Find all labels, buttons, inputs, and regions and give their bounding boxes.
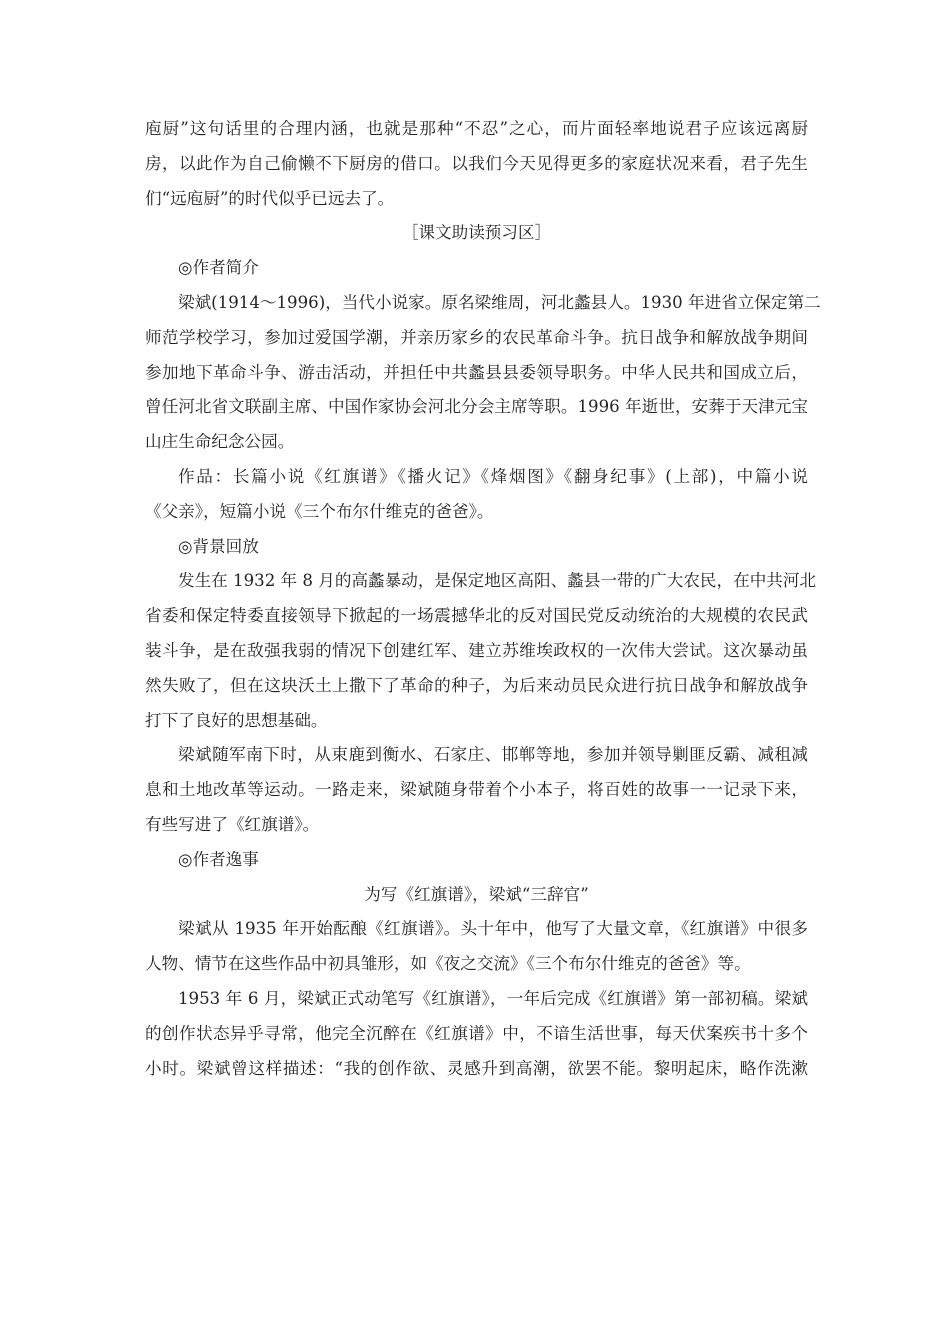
text-line: 房，以此作为自己偷懒不下厨房的借口。以我们今天见得更多的家庭状况来看，君子先生 [145,153,808,173]
author-intro-paragraph [145,286,821,460]
background-paragraph-2 [145,738,808,842]
document-page [145,112,821,1086]
text-line: 梁斌(1914～1996)，当代小说家。原名梁维周，河北蠡县人。1930 年进省立保定第二 [178,292,821,312]
text-line: 梁斌随军南下时，从束鹿到衡水、石家庄、邯郸等地，参加并领导剿匪反霸、减租减 [178,745,808,765]
text-line: 有些写进了《红旗谱》。 [145,814,320,834]
text-line: 省委和保定特委直接领导下掀起的一场震撼华北的反对国民党反动统治的大规模的农民武 [145,606,808,626]
text-line: 《父亲》，短篇小说《三个布尔什维克的爸爸》。 [145,501,494,521]
text-line: 息和土地改革等运动。一路走来，梁斌随身带着个小本子，将百姓的故事一一记录下来， [145,780,808,800]
anecdote-heading: ◎作者逸事 [178,849,259,869]
background-heading: ◎背景回放 [178,536,259,556]
text-line: 庖厨”这句话里的合理内涵，也就是那种“不忍”之心，而片面轻率地说君子应该远离厨 [145,119,808,138]
text-line: 作品：长篇小说《红旗谱》《播火记》《烽烟图》《翻身纪事》(上部)，中篇小说 [178,466,808,486]
background-paragraph-1 [145,564,817,738]
text-line: 装斗争，是在敌强我弱的情况下创建红军、建立苏维埃政权的一次伟大尝试。这次暴动虽 [145,640,808,660]
anecdote-paragraph-1 [145,912,808,982]
text-line: 打下了良好的思想基础。 [145,710,328,730]
anecdote-title: 为写《红旗谱》，梁斌“三辞官” [364,884,589,904]
intro-paragraph [145,112,808,216]
text-line: 曾任河北省文联副主席、中国作家协会河北分会主席等职。1996 年逝世，安葬于天津元宝 [145,397,808,417]
text-line: 然失败了，但在这块沃土上撒下了革命的种子，为后来动员民众进行抗日战争和解放战争 [145,675,808,695]
text-line: 1953 年 6 月，梁斌正式动笔写《红旗谱》，一年后完成《红旗谱》第一部初稿。梁斌 [178,988,808,1008]
text-line: 山庄生命纪念公园。 [145,432,295,452]
text-line: 梁斌从 1935 年开始酝酿《红旗谱》。头十年中，他写了大量文章，《红旗谱》中很多 [178,919,808,939]
text-line: 的创作状态异乎寻常，他完全沉醉在《红旗谱》中，不谙生活世事，每天伏案疾书十多个 [145,1023,808,1043]
anecdote-paragraph-2 [145,982,808,1086]
text-line: 参加地下革命斗争、游击活动，并担任中共蠡县县委领导职务。中华人民共和国成立后， [145,362,808,382]
author-heading: ◎作者简介 [178,258,259,278]
text-line: 发生在 1932 年 8 月的高蠡暴动，是保定地区高阳、蠡县一带的广大农民，在中共河北 [178,571,817,591]
text-line: 人物、情节在这些作品中初具雏形，如《夜之交流》《三个布尔什维克的爸爸》等。 [145,954,751,974]
text-line: 们“远庖厨”的时代似乎已远去了。 [145,188,395,208]
text-line: 小时。梁斌曾这样描述：“我的创作欲、灵感升到高潮，欲罢不能。黎明起床，略作洗漱 [145,1058,808,1078]
text-line: 师范学校学习，参加过爱国学潮，并亲历家乡的农民革命斗争。抗日战争和解放战争期间 [145,327,808,347]
section-title: ［课文助读预习区］ [401,223,552,243]
works-paragraph [145,460,808,530]
